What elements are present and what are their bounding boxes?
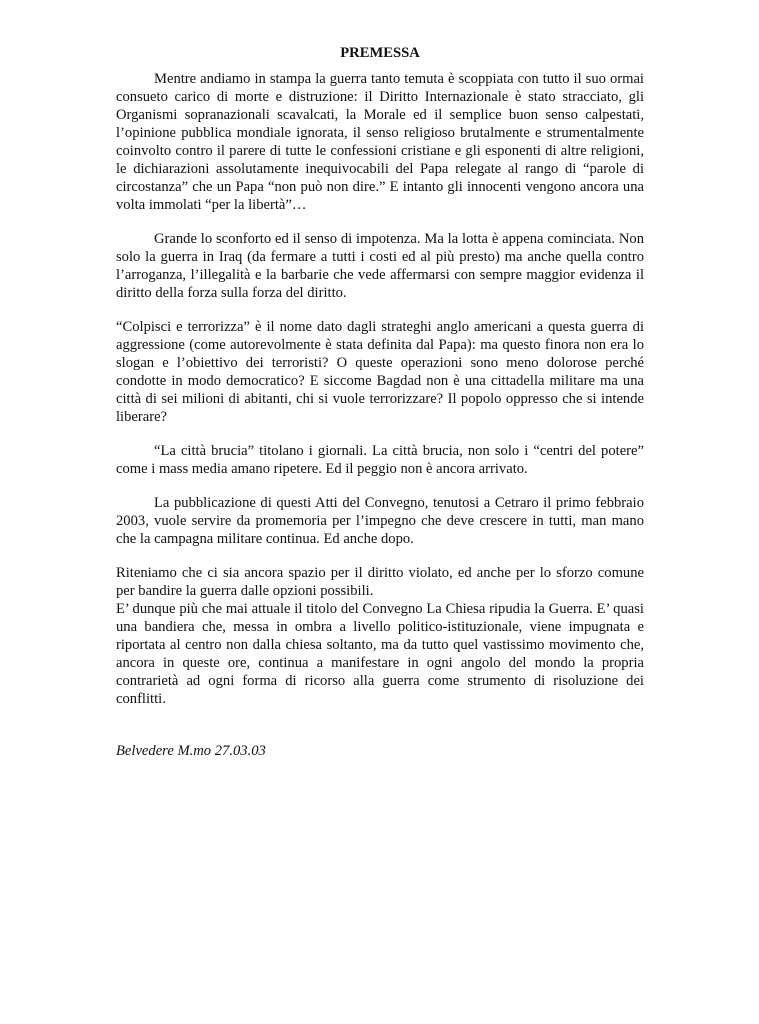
paragraph-1: Mentre andiamo in stampa la guerra tanto temuta è scoppiata con tutto il suo ormai consueto carico di morte e distruzione: il Diritto Internazionale è stato stracciato, gli Organismi sopranazionali scavalcati, la Morale ed il semplice buon senso calpestati, l’opinione pubblica mondiale ignorata, il senso religioso brutalmente e strumentalmente coinvolto contro il parere di tutte le confessioni cristiane e gli esponenti di altre religioni, le dichiarazioni assolutamente inequivocabili del Papa relegate al rango di “parole di circostanza” che un Papa “non può non dire.” E intanto gli innocenti vengono ancora una volta immolati “per la libertà”… (116, 71, 644, 213)
paragraph-gap (116, 548, 644, 564)
paragraph-gap (116, 302, 644, 318)
paragraph-4: “La città brucia” titolano i giornali. La città brucia, non solo i “centri del potere” come i mass media amano ripetere. Ed il peggio non è ancora arrivato. (116, 443, 644, 477)
paragraph-5: La pubblicazione di questi Atti del Convegno, tenutosi a Cetraro il primo febbraio 2003, vuole servire da promemoria per l’impegno che deve crescere in tutti, man mano che la campagna militare continua. Ed anche dopo. (116, 495, 644, 547)
paragraph-7: E’ dunque più che mai attuale il titolo del Convegno La Chiesa ripudia la Guerra. E’ quasi una bandiera che, messa in ombra a livello politico-istituzionale, viene impugnata e riportata al centro non dalla chiesa soltanto, ma da tutto quel vastissimo movimento che, ancora in queste ore, continua a manifestare in ogni angolo del mondo la propria contrarietà ad ogni forma di ricorso alla guerra come strumento di risoluzione dei conflitti. (116, 601, 644, 707)
page-title: PREMESSA (340, 45, 420, 61)
paragraph-gap (116, 214, 644, 230)
paragraph-gap (116, 426, 644, 442)
paragraph-6: Riteniamo che ci sia ancora spazio per il diritto violato, ed anche per lo sforzo comune per bandire la guerra dalle opzioni possibili. (116, 565, 644, 599)
paragraph-3: “Colpisci e terrorizza” è il nome dato dagli strateghi anglo americani a questa guerra di aggressione (come autorevolmente è stata definita dal Papa): ma questo finora non era lo slogan e l’obiettivo dei terroristi? O queste operazioni sono meno dolorose perché condotte in modo democratico? E siccome Bagdad non è una cittadella militare ma una città di sei milioni di abitanti, chi si vuole terrorizzare? Il popolo oppresso che si intende liberare? (116, 319, 644, 425)
signature-line: Belvedere M.mo 27.03.03 (116, 743, 266, 759)
paragraph-gap (116, 478, 644, 494)
paragraph-2: Grande lo sconforto ed il senso di impotenza. Ma la lotta è appena cominciata. Non solo la guerra in Iraq (da fermare a tutti i costi ed al più presto) ma anche quella contro l’arroganza, l’illegalità e la barbarie che vede affermarsi con sempre maggior evidenza il diritto della forza sulla forza del diritto. (116, 231, 644, 301)
document-page (116, 44, 644, 760)
